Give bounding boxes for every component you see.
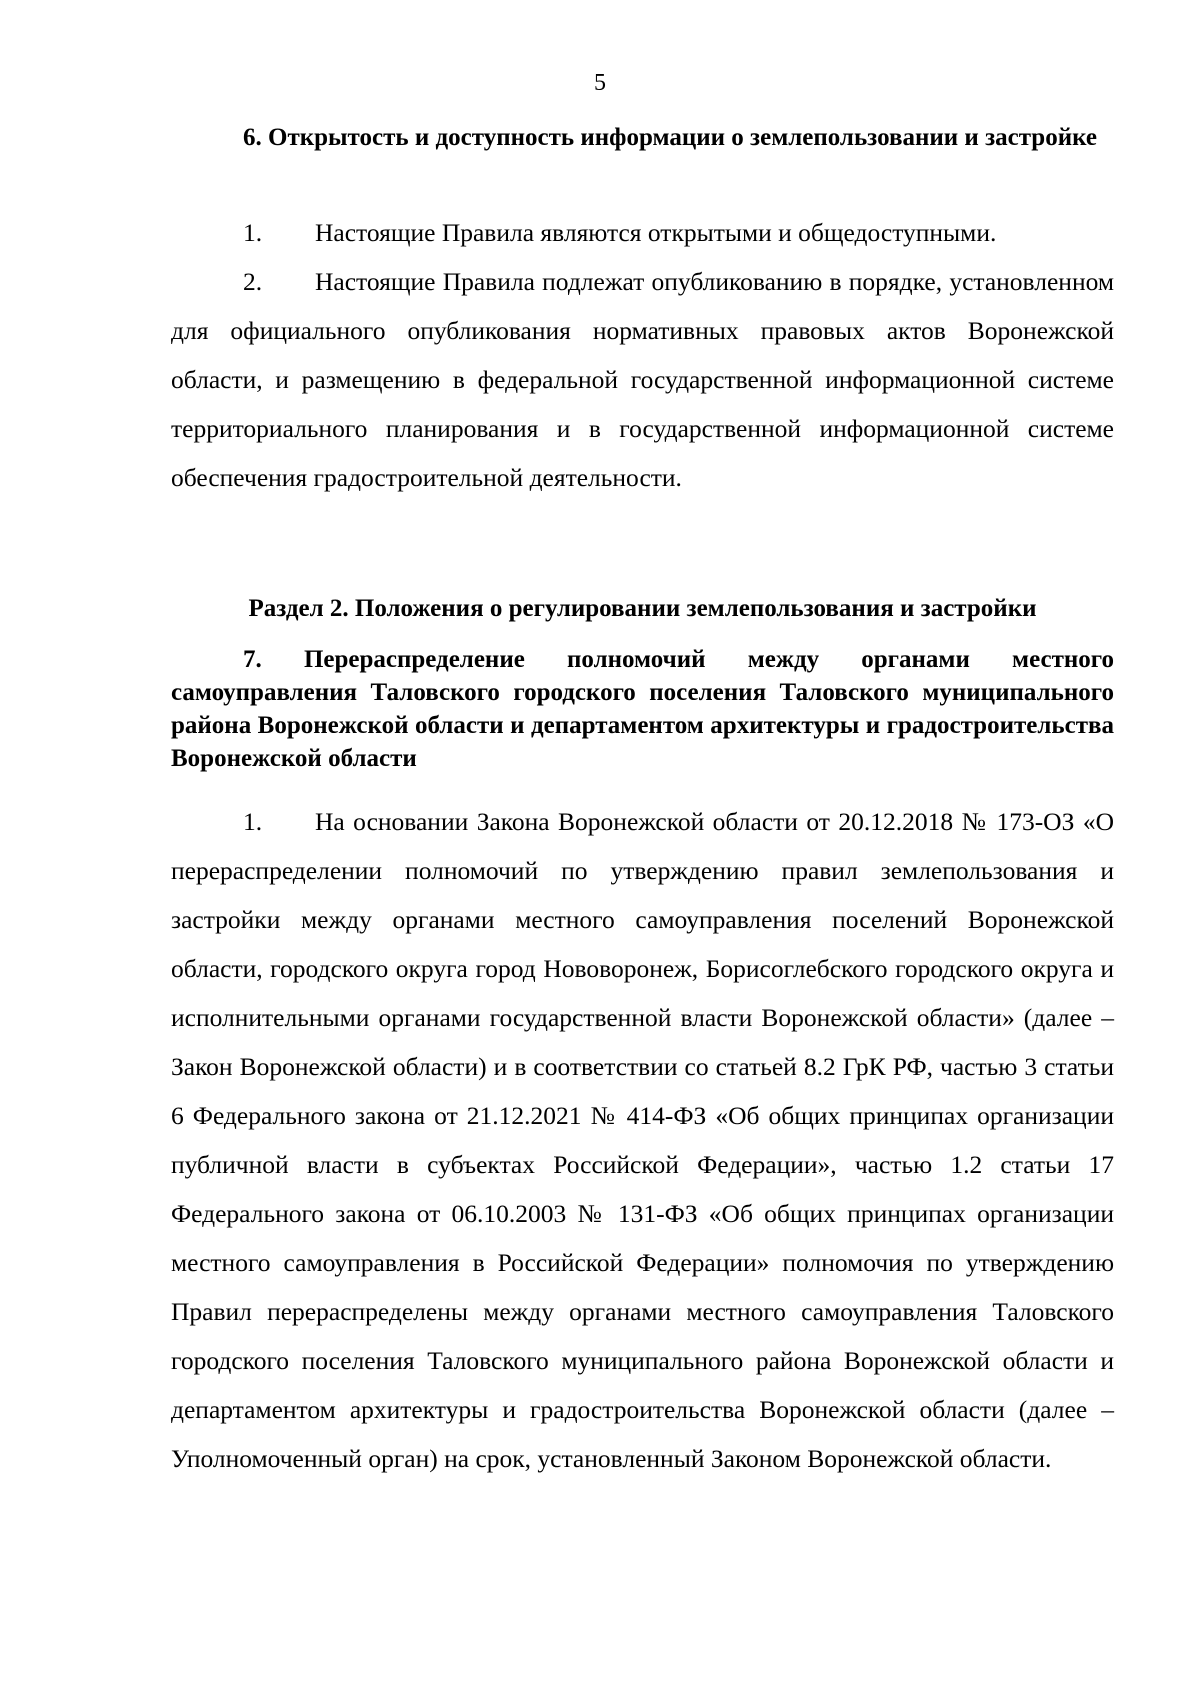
article-6-heading: 6. Открытость и доступность информации о землепользовании и застройке [243,124,1097,151]
article-6-item-2-text: Настоящие Правила подлежат опубликованию в порядке, установленном для официального опубликования нормативных правовых актов Воронежской области, и размещению в федеральной государственной информационной системе территориального планирования и в государственной информационной системе обеспечения градостроительной деятельности. [171,267,1114,492]
article-6-item-2 [171,257,1114,502]
article-7-item-1-number: 1. [243,807,263,836]
section-2 [171,592,1114,625]
article-6-item-1-text: Настоящие Правила являются открытыми и общедоступными. [315,218,997,247]
article-7-item-1-text: На основании Закона Воронежской области от 20.12.2018 № 173-ОЗ «О перераспределении полномочий по утверждению правил землепользования и застройки между органами местного самоуправления поселений Воронежской области, городского округа город Нововоронеж, Борисоглебского городского округа и исполнительными органами государственной власти Воронежской области» (далее – Закон Воронежской области) и в соответствии со статьей 8.2 ГрК РФ, частью 3 статьи 6 Федерального закона от 21.12.2021 № 414-ФЗ «Об общих принципах организации публичной власти в субъектах Российской Федерации», частью 1.2 статьи 17 Федерального закона от 06.10.2003 № 131-ФЗ «Об общих принципах организации местного самоуправления в Российской Федерации» полномочия по утверждению Правил перераспределены между органами местного самоуправления Таловского городского поселения Таловского муниципального района Воронежской области и департаментом архитектуры и градостроительства Воронежской области (далее – Уполномоченный орган) на срок, установленный Законом Воронежской области. [171,807,1114,1473]
article-6 [171,121,1114,154]
article-7-item-1 [171,797,1114,1483]
article-7-heading: 7. Перераспределение полномочий между органами местного самоуправления Таловского городского поселения Таловского муниципального района Воронежской области и департаментом архитектуры и градостроительства Воронежской области [171,646,1114,772]
article-6-item-1 [171,208,1114,257]
section-2-title: Раздел 2. Положения о регулировании землепользования и застройки [248,595,1037,622]
article-6-item-1-number: 1. [243,218,263,247]
article-7 [171,643,1114,775]
article-6-item-2-number: 2. [243,267,263,296]
page-number: 5 [594,70,606,96]
